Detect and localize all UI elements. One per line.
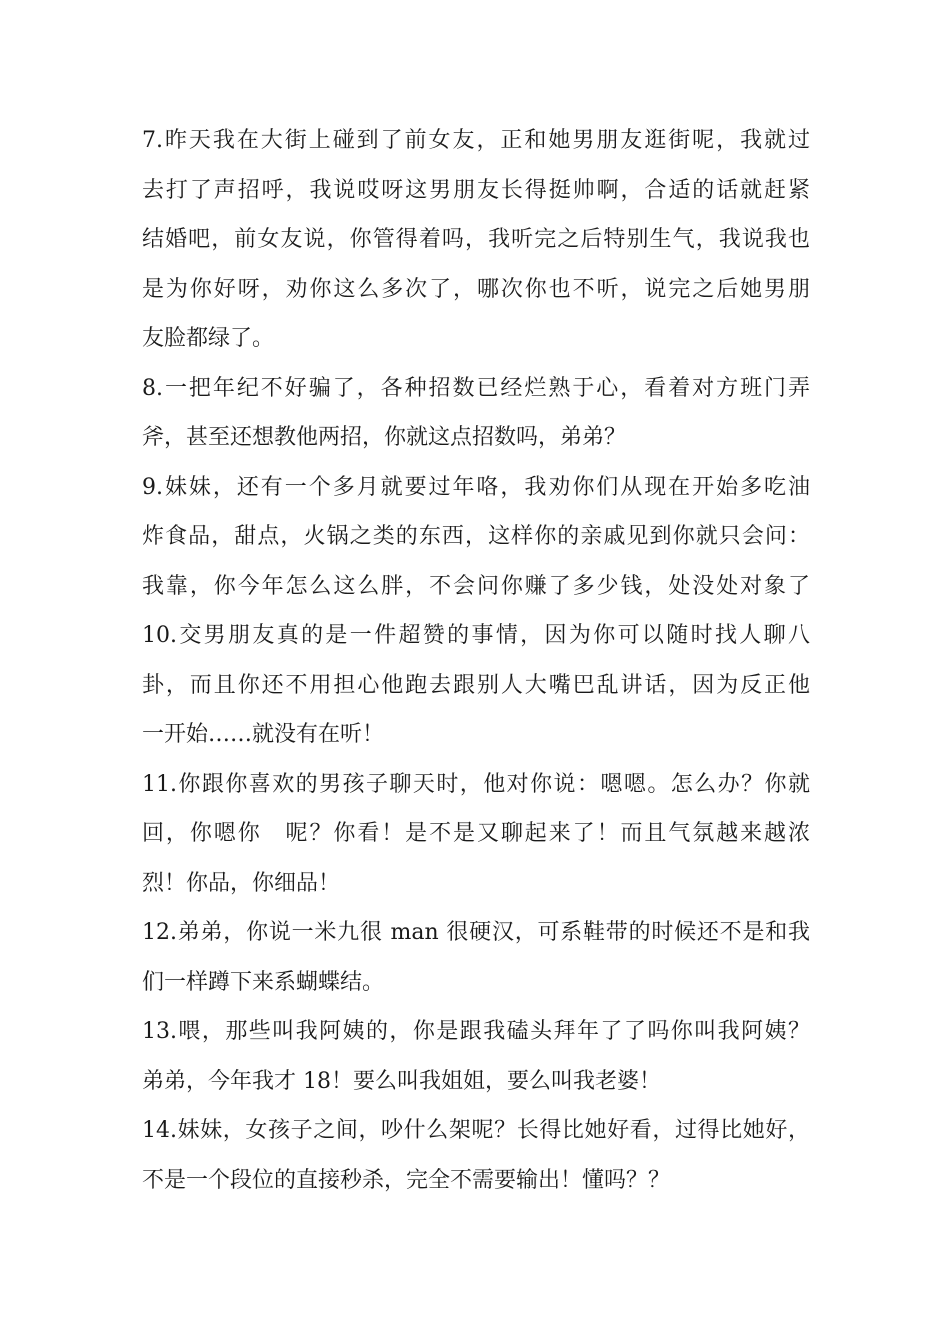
paragraph-7 (142, 116, 810, 364)
text-line: 8.一把年纪不好骗了，各种招数已经烂熟于心，看着对方班门弄 (142, 375, 810, 401)
text-line: 7.昨天我在大街上碰到了前女友，正和她男朋友逛街呢，我就过 (142, 128, 810, 153)
paragraph-10 (142, 611, 810, 760)
text-line: 友脸都绿了。 (142, 326, 275, 351)
text-line: 12.弟弟，你说一米九很 man 很硬汉，可系鞋带的时候还不是和我 (142, 920, 810, 945)
text-line: 是为你好呀，劝你这么多次了，哪次你也不听，说完之后她男朋 (142, 276, 810, 302)
paragraph-12 (142, 908, 810, 1007)
text-line: 13.喂，那些叫我阿姨的，你是跟我磕头拜年了了吗你叫我阿姨？ (142, 1019, 810, 1044)
text-line: 烈！你品，你细品！ (142, 870, 341, 896)
text-line: 14.妹妹，女孩子之间，吵什么架呢？长得比她好看，过得比她好， (142, 1118, 810, 1143)
paragraph-11 (142, 760, 810, 909)
paragraph-9 (142, 463, 810, 612)
text-line: 们一样蹲下来系蝴蝶结。 (142, 969, 385, 995)
text-line: 不是一个段位的直接秒杀，完全不需要输出！懂吗？？ (142, 1167, 671, 1193)
text-line: 弟弟，今年我才 18！要么叫我姐姐，要么叫我老婆！ (142, 1068, 661, 1094)
paragraph-14 (142, 1106, 810, 1205)
text-line: 结婚吧，前女友说，你管得着吗，我听完之后特别生气，我说我也 (142, 227, 810, 252)
text-line: 9.妹妹，还有一个多月就要过年咯，我劝你们从现在开始多吃油 (142, 474, 810, 500)
text-line: 卦，而且你还不用担心他跑去跟别人大嘴巴乱讲话，因为反正他 (142, 672, 810, 698)
text-line: 我靠，你今年怎么这么胖，不会问你赚了多少钱，处没处对象了 (142, 573, 810, 599)
text-line: 炸食品，甜点，火锅之类的东西，这样你的亲戚见到你就只会问： (142, 524, 810, 549)
text-line: 11.你跟你喜欢的男孩子聊天时，他对你说：嗯嗯。怎么办？你就 (142, 771, 810, 797)
paragraph-8 (142, 364, 810, 463)
paragraph-13 (142, 1007, 810, 1106)
text-line: 一开始……就没有在听！ (142, 722, 385, 747)
text-line: 斧，甚至还想教他两招，你就这点招数吗，弟弟？ (142, 425, 627, 450)
text-line: 去打了声招呼，我说哎呀这男朋友长得挺帅啊，合适的话就赶紧 (142, 177, 810, 203)
document-body (142, 116, 810, 1205)
text-line: 回，你嗯你 呢？你看！是不是又聊起来了！而且气氛越来越浓 (142, 821, 810, 846)
text-line: 10.交男朋友真的是一件超赞的事情，因为你可以随时找人聊八 (142, 623, 810, 648)
